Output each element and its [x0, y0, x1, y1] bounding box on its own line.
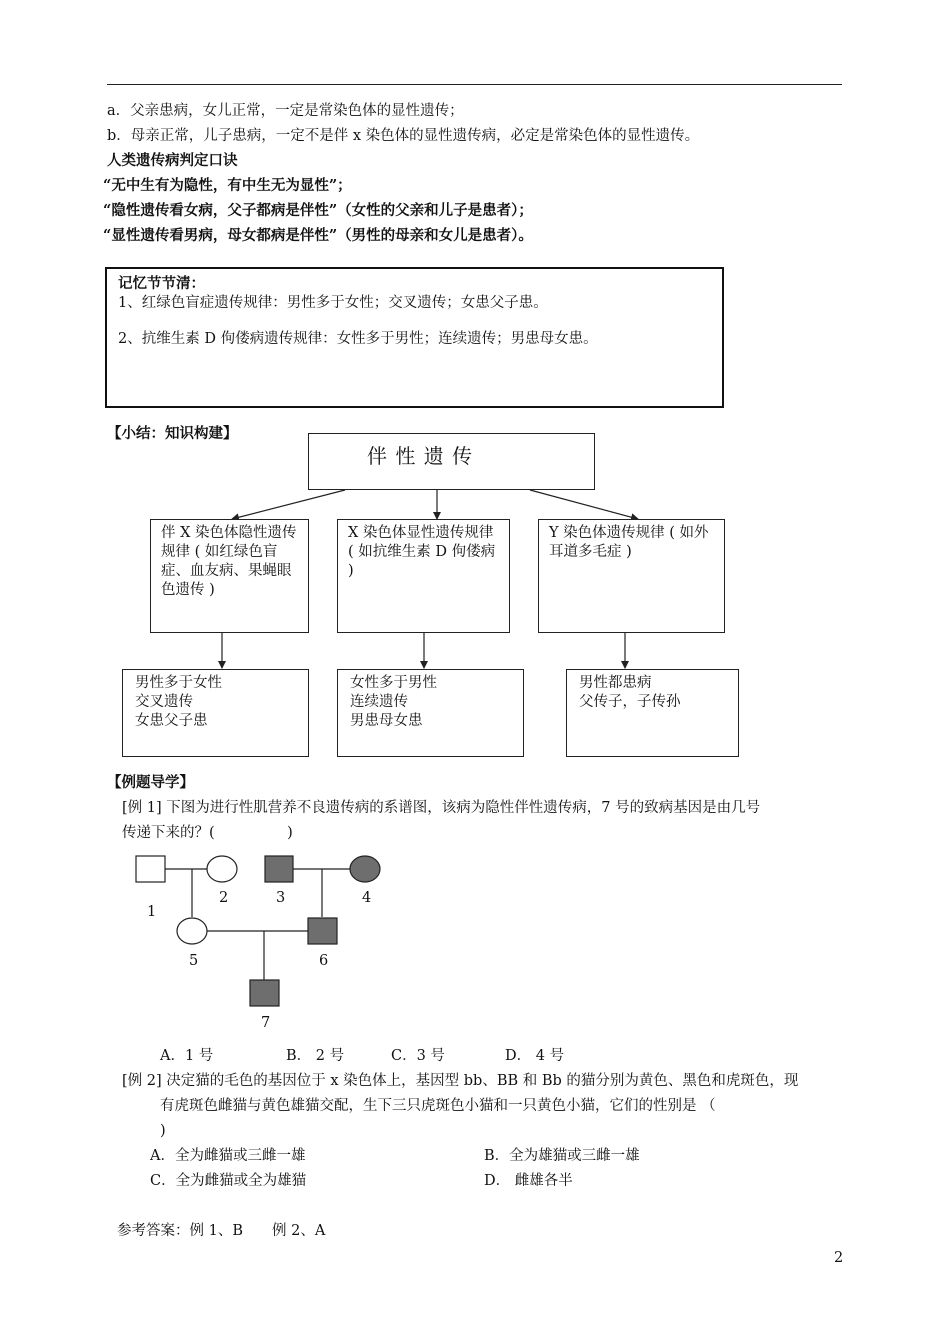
pedigree-label-7: 7 — [261, 1015, 271, 1031]
ex1-line2: 传递下来的？( ) — [122, 825, 293, 841]
trait: 女性多于男性 — [350, 675, 437, 691]
trait: 父传子，子传孙 — [579, 694, 681, 710]
summary-heading: 【小结：知识构建】 — [107, 425, 238, 442]
pedigree-affected-male-3 — [265, 856, 293, 882]
ex2-option-d: D． 雌雄各半 — [484, 1173, 573, 1189]
ex2-line2: 有虎斑色雌猫与黄色雄猫交配，生下三只虎斑色小猫和一只黄色小猫，它们的性别是 （ — [160, 1098, 716, 1114]
trait: 连续遗传 — [350, 694, 408, 710]
rule-a: a．父亲患病，女儿正常，一定是常染色体的显性遗传； — [107, 103, 464, 119]
mnemonic-title: 人类遗传病判定口诀 — [107, 152, 238, 169]
pedigree-male-1 — [136, 856, 165, 882]
trait: 男性多于女性 — [135, 675, 222, 691]
ex2-line1: [例 2] 决定猫的毛色的基因位于 x 染色体上，基因型 bb、BB 和 Bb 的猫分别为黄色、黑色和虎斑色，现 — [122, 1073, 799, 1089]
page-number: 2 — [834, 1250, 844, 1266]
ex2-line3: ) — [160, 1123, 166, 1139]
pedigree-label-4: 4 — [362, 890, 372, 906]
branch-x-recessive-title: 伴 X 染色体隐性遗传规律 ( 如红绿色盲症、血友病、果蝇眼色遗传 ) — [161, 525, 297, 598]
pedigree-female-5 — [177, 918, 207, 944]
ex1-option-d: D． 4 号 — [505, 1048, 565, 1064]
pedigree-affected-female-4 — [350, 856, 380, 882]
ex1-option-c: C．3 号 — [391, 1048, 445, 1064]
examples-heading: 【例题导学】 — [107, 774, 194, 791]
ex1-option-b: B． 2 号 — [286, 1048, 345, 1064]
trait: 男患母女患 — [350, 713, 423, 729]
mnemonic-line2: “隐性遗传看女病，父子都病是伴性”（女性的父亲和儿子是患者）； — [103, 202, 533, 219]
branch-y-linked-title: Y 染色体遗传规律 ( 如外耳道多毛症 ) — [549, 525, 709, 560]
ex2-option-a: A．全为雌猫或三雌一雄 — [150, 1148, 306, 1164]
ex2-option-b: B．全为雄猫或三雌一雄 — [484, 1148, 640, 1164]
branch-x-dominant-title: X 染色体显性遗传规律 ( 如抗维生素 D 佝偻病 ) — [348, 525, 496, 579]
ex1-option-a: A．1 号 — [160, 1048, 214, 1064]
trait: 男性都患病 — [579, 675, 652, 691]
trait: 交叉遗传 — [135, 694, 193, 710]
mnemonic-line1: “无中生有为隐性，有中生无为显性”； — [103, 177, 352, 194]
pedigree-label-1: 1 — [147, 904, 157, 920]
memory-box-title: 记忆节节清： — [118, 275, 205, 292]
rule-b: b．母亲正常，儿子患病，一定不是伴 x 染色体的显性遗传病，必定是常染色体的显性遗传。 — [107, 128, 700, 144]
pedigree-label-6: 6 — [319, 953, 329, 969]
trait: 女患父子患 — [135, 713, 208, 729]
memory-box-item2: 2、抗维生素 D 佝偻病遗传规律：女性多于男性；连续遗传；男患母女患。 — [118, 331, 598, 347]
pedigree-label-2: 2 — [219, 890, 229, 906]
answer-key: 参考答案：例 1、B 例 2、A — [117, 1223, 326, 1239]
ex1-line1: [例 1] 下图为进行性肌营养不良遗传病的系谱图，该病为隐性伴性遗传病，7 号的致病基因是由几号 — [122, 800, 761, 816]
pedigree-affected-male-6 — [308, 918, 337, 944]
memory-box-item1: 1、红绿色盲症遗传规律：男性多于女性；交叉遗传；女患父子患。 — [118, 295, 548, 311]
ex2-option-c: C．全为雌猫或全为雄猫 — [150, 1173, 307, 1189]
pedigree-female-2 — [207, 856, 237, 882]
pedigree-affected-male-7 — [250, 980, 279, 1006]
mnemonic-line3: “显性遗传看男病，母女都病是伴性”（男性的母亲和女儿是患者）。 — [103, 227, 533, 244]
concept-root-label: 伴 性 遗 传 — [367, 444, 474, 468]
pedigree-label-3: 3 — [276, 890, 286, 906]
pedigree-label-5: 5 — [189, 953, 199, 969]
